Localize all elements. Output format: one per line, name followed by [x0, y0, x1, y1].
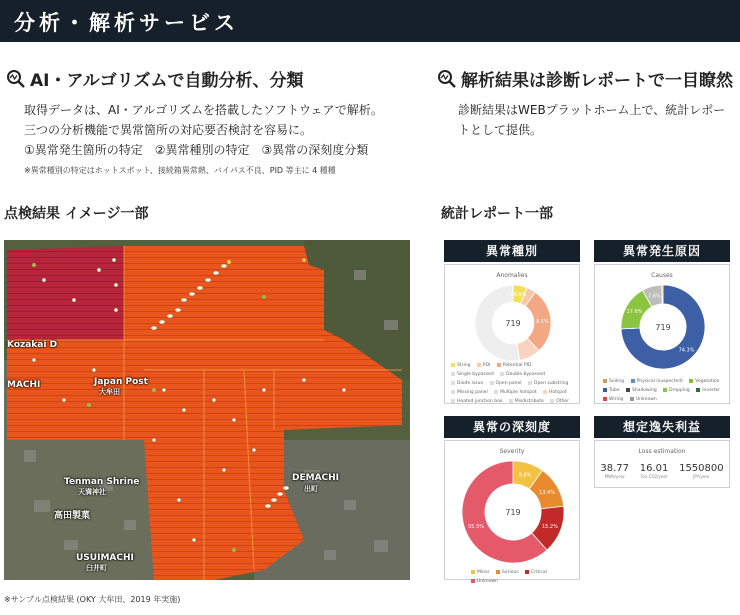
causes-legend — [603, 377, 727, 404]
magnifier-chart-icon — [6, 69, 26, 89]
legend-item: PDI — [477, 361, 491, 370]
legend-item: Misdistribute — [509, 397, 544, 406]
map-label-kozakai: Kozakai D — [7, 340, 58, 350]
anomalies-percent-label: 26.6% — [510, 292, 527, 299]
legend-item: Diode issue — [451, 379, 483, 388]
loss-values — [595, 463, 729, 479]
map-label-japan-post-jp: 大牟田 — [99, 388, 120, 396]
map-label-demachi-jp: 出町 — [304, 485, 318, 493]
legend-item: Unknown — [471, 577, 498, 586]
anomalies-donut-chart — [445, 281, 581, 365]
legend-item: Tube — [603, 386, 620, 395]
analysis-line: 三つの分析機能で異常箇所の対応要否検討を容易に。 — [24, 123, 313, 137]
severity-percent-label: 55.5% — [468, 524, 485, 531]
legend-item: Double bypassed — [500, 370, 545, 379]
image-caption: ※サンプル点検結果 (OKY 大牟田、2019 年実施) — [4, 595, 181, 604]
severity-legend — [471, 568, 579, 586]
aerial-thermal-image — [4, 240, 410, 580]
page-banner: 分析・解析サービス — [0, 0, 740, 42]
anomalies-total-label: 719 — [505, 319, 521, 328]
legend-item: Open substring — [528, 379, 568, 388]
loss-energy: 38.77 MWh/year — [600, 463, 629, 479]
severity-card — [444, 440, 580, 584]
legend-item: Missing panel — [451, 388, 488, 397]
map-label-japan-post: Japan Post — [94, 377, 148, 387]
anomalies-card — [444, 264, 580, 404]
report-heading — [437, 66, 733, 91]
map-label-tenman-jp: 天満神社 — [78, 488, 106, 496]
causes-donut-chart — [595, 281, 731, 373]
legend-item: Heated junction box — [451, 397, 502, 406]
report-body — [458, 100, 725, 140]
legend-item: Potential PID — [497, 361, 532, 370]
legend-item: Multiple hotspot — [494, 388, 536, 397]
legend-item: Dropping — [663, 386, 690, 395]
map-label-usuimachi-jp: 臼井町 — [86, 564, 107, 572]
loss-title: Loss estimation — [638, 448, 686, 455]
anomalies-percent-label: 9.1% — [536, 319, 549, 326]
causes-title: Causes — [651, 272, 673, 279]
statistics-report-title: 統計レポート一部 — [441, 206, 553, 222]
loss-yen: 1550800 JPY/year — [679, 463, 724, 479]
legend-item: Minor — [471, 568, 490, 577]
causes-total-label: 719 — [655, 323, 671, 332]
legend-item: Physical (suspected) — [631, 377, 683, 386]
causes-percent-label: 74.3% — [678, 347, 695, 354]
legend-item: Critical — [525, 568, 547, 577]
causes-percent-label: 17.6% — [626, 309, 643, 316]
legend-item: Single bypassed — [451, 370, 494, 379]
severity-title: Severity — [499, 448, 525, 455]
severity-donut-chart — [445, 457, 581, 567]
analysis-body — [24, 100, 383, 160]
anomalies-legend — [451, 361, 577, 406]
analysis-line: ①異常発生箇所の特定 ②異常種別の特定 ③異常の深刻度分類 — [24, 143, 369, 157]
report-line: トとして提供。 — [458, 123, 543, 137]
loss-co2: 16.01 Ton CO2/year — [639, 463, 669, 479]
analysis-heading-text: AI・アルゴリズムで自動分析、分類 — [30, 71, 304, 91]
anomaly-type-note: ※異常種別の特定はホットスポット、接続箱異常熱、バイパス不良、PID 等主に 4 種種 — [24, 166, 336, 175]
anomalies-header: 異常種別 — [444, 240, 580, 262]
causes-percent-label: 7.6% — [647, 293, 661, 300]
legend-item: Other — [550, 397, 569, 406]
causes-card — [594, 264, 730, 404]
report-heading-text: 解析結果は診断レポートで一目瞭然 — [461, 71, 733, 91]
legend-item: Shadowing — [626, 386, 657, 395]
loss-header: 想定逸失利益 — [594, 416, 730, 438]
loss-card — [594, 440, 730, 488]
analysis-heading — [6, 66, 303, 91]
legend-item: Hotspot — [543, 388, 567, 397]
legend-item: Inverter — [696, 386, 720, 395]
magnifier-chart-icon — [437, 69, 457, 89]
anomalies-title: Anomalies — [496, 272, 528, 279]
map-label-demachi: DEMACHI — [292, 473, 340, 483]
map-label-machi: MACHI — [7, 380, 41, 390]
causes-slice — [662, 285, 663, 304]
inspection-image-title: 点検結果 イメージ一部 — [4, 206, 149, 222]
legend-item: Soiling — [603, 377, 624, 386]
legend-item: Unknown — [630, 395, 657, 404]
legend-item: Wiring — [603, 395, 623, 404]
report-line: 診断結果はWEBプラットホーム上で、統計レポー — [458, 103, 726, 117]
severity-header: 異常の深刻度 — [444, 416, 580, 438]
legend-item: Serious — [496, 568, 519, 577]
severity-percent-label: 15.2% — [541, 524, 558, 531]
legend-item: Open panel — [490, 379, 522, 388]
map-label-takada: 高田製菓 — [54, 511, 91, 521]
analysis-line: 取得データは、AI・アルゴリズムを搭載したソフトウェアで解析。 — [24, 103, 383, 117]
legend-item: Vegetation — [689, 377, 719, 386]
map-label-tenman: Tenman Shrine — [64, 477, 140, 487]
causes-header: 異常発生原因 — [594, 240, 730, 262]
legend-item: String — [451, 361, 470, 370]
map-label-usuimachi: USUIMACHI — [76, 553, 134, 563]
severity-total-label: 719 — [505, 508, 521, 517]
inspection-result-map — [4, 240, 410, 580]
severity-percent-label: 9.8% — [518, 472, 532, 479]
severity-percent-label: 13.4% — [539, 489, 555, 496]
